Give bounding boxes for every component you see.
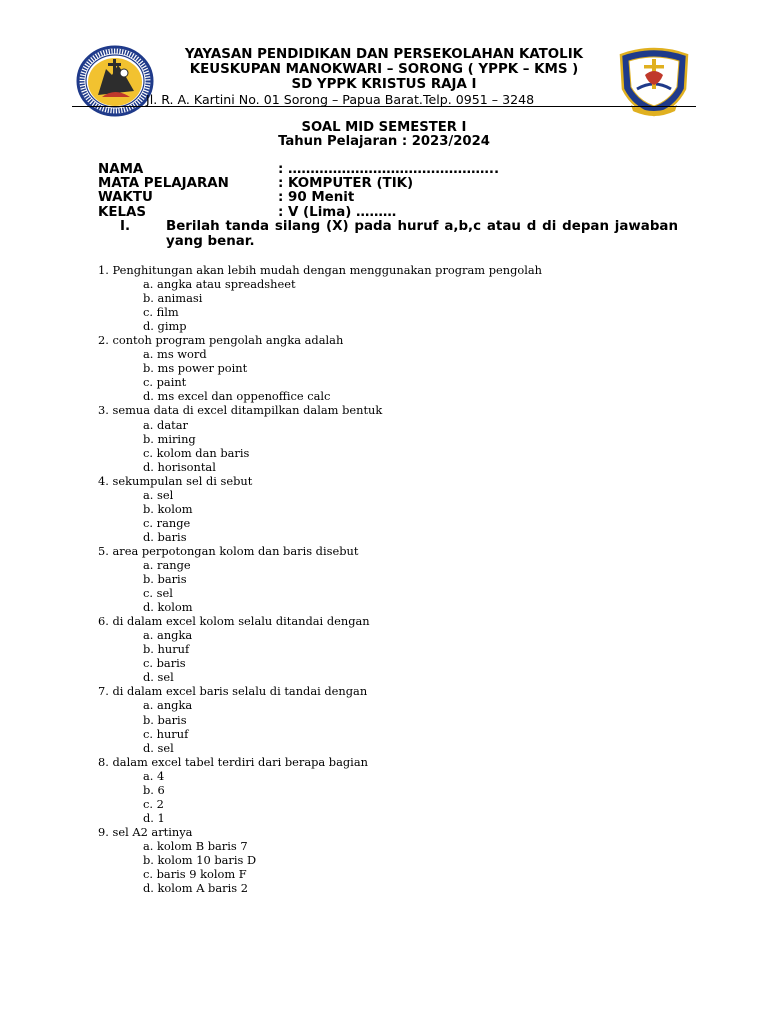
answer-option: a. kolom B baris 7 bbox=[143, 838, 248, 853]
field-value: : 90 Menit bbox=[278, 190, 355, 206]
question-item bbox=[98, 684, 658, 754]
field-row-name bbox=[98, 163, 678, 177]
answer-option: b. baris bbox=[143, 712, 187, 727]
answer-option: c. sel bbox=[143, 586, 173, 601]
student-info bbox=[98, 163, 678, 220]
question-item bbox=[98, 755, 658, 825]
school-address: Jl. R. A. Kartini No. 01 Sorong – Papua Barat.Telp. 0951 – 3248_ _ bbox=[146, 92, 551, 107]
answer-option: a. ms word bbox=[143, 347, 207, 362]
question-item bbox=[98, 474, 658, 544]
question-text: 6. di dalam excel kolom selalu ditandai dengan bbox=[98, 614, 370, 629]
question-text: 4. sekumpulan sel di sebut bbox=[98, 473, 253, 488]
field-value: : ……………………………………….. bbox=[278, 162, 500, 177]
answer-option: d. ms excel dan oppenoffice calc bbox=[143, 389, 331, 404]
foundation-name: YAYASAN PENDIDIKAN DAN PERSEKOLAHAN KATOLIK bbox=[184, 47, 584, 62]
answer-option: b. huruf bbox=[143, 642, 190, 657]
answer-option: d. horisontal bbox=[143, 459, 216, 474]
question-text: 1. Penghitungan akan lebih mudah dengan menggunakan program pengolah bbox=[98, 263, 542, 277]
question-text: 3. semua data di excel ditampilkan dalam bentuk bbox=[98, 403, 383, 418]
answer-option: c. baris 9 kolom F bbox=[143, 867, 247, 882]
answer-option: b. ms power point bbox=[143, 361, 248, 376]
answer-option: a. datar bbox=[143, 417, 188, 432]
answer-option: a. sel bbox=[143, 487, 174, 502]
question-text: 5. area perpotongan kolom dan baris disebut bbox=[98, 543, 359, 558]
field-row-time bbox=[98, 191, 678, 205]
question-text: 7. di dalam excel baris selalu di tandai dengan bbox=[98, 684, 368, 699]
answer-option: c. 2 bbox=[143, 796, 164, 811]
answer-option: c. baris bbox=[143, 656, 186, 671]
answer-option: b. kolom bbox=[143, 501, 193, 516]
field-value: : KOMPUTER (TIK) bbox=[278, 176, 414, 192]
answer-option: a. angka atau spreadsheet bbox=[143, 277, 296, 292]
field-label: WAKTU bbox=[98, 190, 153, 206]
answer-option: a. range bbox=[143, 557, 191, 572]
answer-option: c. paint bbox=[143, 375, 187, 390]
question-item bbox=[98, 544, 658, 614]
question-item bbox=[98, 263, 658, 333]
field-label: KELAS bbox=[98, 204, 147, 220]
field-value: : V (Lima) ……… bbox=[278, 204, 397, 220]
field-row-subject bbox=[98, 177, 678, 191]
answer-option: d. 1 bbox=[143, 810, 165, 825]
answer-option: b. 6 bbox=[143, 782, 165, 797]
question-list bbox=[98, 263, 658, 895]
answer-option: d. gimp bbox=[143, 319, 187, 334]
exam-title: SOAL MID SEMESTER I bbox=[301, 120, 467, 135]
question-item bbox=[98, 333, 658, 403]
answer-option: a. angka bbox=[143, 628, 193, 643]
question-text: 9. sel A2 artinya bbox=[98, 824, 193, 839]
answer-option: d. sel bbox=[143, 670, 174, 685]
answer-option: d. kolom A baris 2 bbox=[143, 881, 248, 896]
section-number: I. bbox=[120, 219, 131, 234]
answer-option: a. angka bbox=[143, 698, 193, 713]
answer-option: c. kolom dan baris bbox=[143, 445, 250, 460]
diocese-name: KEUSKUPAN MANOKWARI – SORONG ( YPPK – KMS ) bbox=[189, 62, 579, 77]
answer-option: c. huruf bbox=[143, 726, 189, 741]
answer-option: b. baris bbox=[143, 572, 187, 587]
answer-option: d. kolom bbox=[143, 600, 193, 615]
field-row-class bbox=[98, 206, 678, 220]
question-item bbox=[98, 614, 658, 684]
question-item bbox=[98, 403, 658, 473]
question-item bbox=[98, 825, 658, 895]
answer-option: b. animasi bbox=[143, 291, 203, 306]
question-text: 2. contoh program pengolah angka adalah bbox=[98, 333, 344, 348]
field-label: NAMA bbox=[98, 162, 144, 177]
instruction-text: Berilah tanda silang (X) pada huruf a,b,c atau d di depan jawaban yang benar. bbox=[166, 219, 678, 249]
answer-option: d. sel bbox=[143, 740, 174, 755]
answer-option: b. kolom 10 baris D bbox=[143, 852, 257, 867]
answer-option: d. baris bbox=[143, 529, 187, 544]
answer-option: c. film bbox=[143, 305, 179, 320]
answer-option: b. miring bbox=[143, 431, 196, 446]
letterhead-divider bbox=[72, 106, 696, 107]
academic-year: Tahun Pelajaran : 2023/2024 bbox=[278, 134, 490, 149]
school-name: SD YPPK KRISTUS RAJA I bbox=[291, 77, 477, 92]
question-text: 8. dalam excel tabel terdiri dari berapa bagian bbox=[98, 754, 368, 769]
answer-option: a. 4 bbox=[143, 768, 165, 783]
field-label: MATA PELAJARAN bbox=[98, 176, 229, 192]
answer-option: c. range bbox=[143, 515, 191, 530]
